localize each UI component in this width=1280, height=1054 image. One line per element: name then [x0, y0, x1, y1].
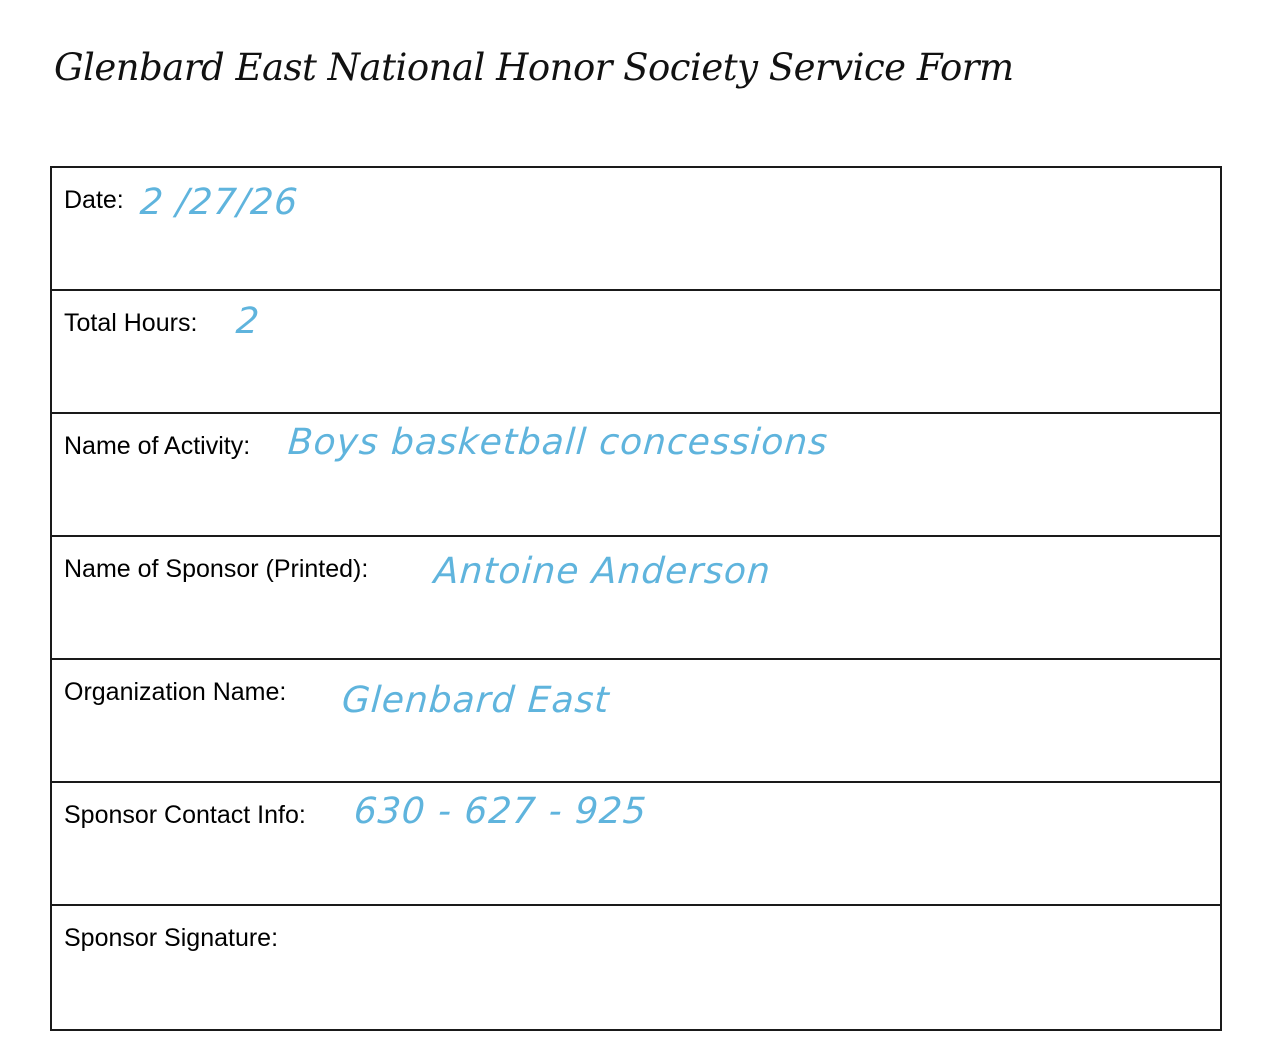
sponsor-name-row: [52, 537, 1220, 660]
service-form-table: [50, 166, 1222, 1031]
total-hours-row: [52, 291, 1220, 414]
sponsor-name-label: Name of Sponsor (Printed):: [64, 555, 369, 583]
sponsor-contact-label: Sponsor Contact Info:: [64, 801, 306, 829]
activity-name-row: [52, 414, 1220, 537]
organization-name-row: [52, 660, 1220, 783]
date-label: Date:: [64, 186, 124, 214]
activity-name-value[interactable]: Boys basketball concessions: [286, 422, 830, 463]
total-hours-label: Total Hours:: [64, 309, 198, 337]
activity-name-label: Name of Activity:: [64, 432, 251, 460]
sponsor-contact-value[interactable]: 630 - 627 - 925: [352, 791, 649, 832]
organization-name-label: Organization Name:: [64, 678, 287, 706]
sponsor-name-value[interactable]: Antoine Anderson: [432, 551, 773, 592]
total-hours-value[interactable]: 2: [234, 301, 262, 342]
sponsor-contact-row: [52, 783, 1220, 906]
date-value[interactable]: 2 /27/26: [138, 182, 300, 223]
sponsor-signature-label: Sponsor Signature:: [64, 924, 279, 952]
sponsor-signature-row: [52, 906, 1220, 1029]
organization-name-value[interactable]: Glenbard East: [340, 680, 611, 721]
date-row: [52, 168, 1220, 291]
form-title: Glenbard East National Honor Society Service Form: [54, 46, 1014, 89]
